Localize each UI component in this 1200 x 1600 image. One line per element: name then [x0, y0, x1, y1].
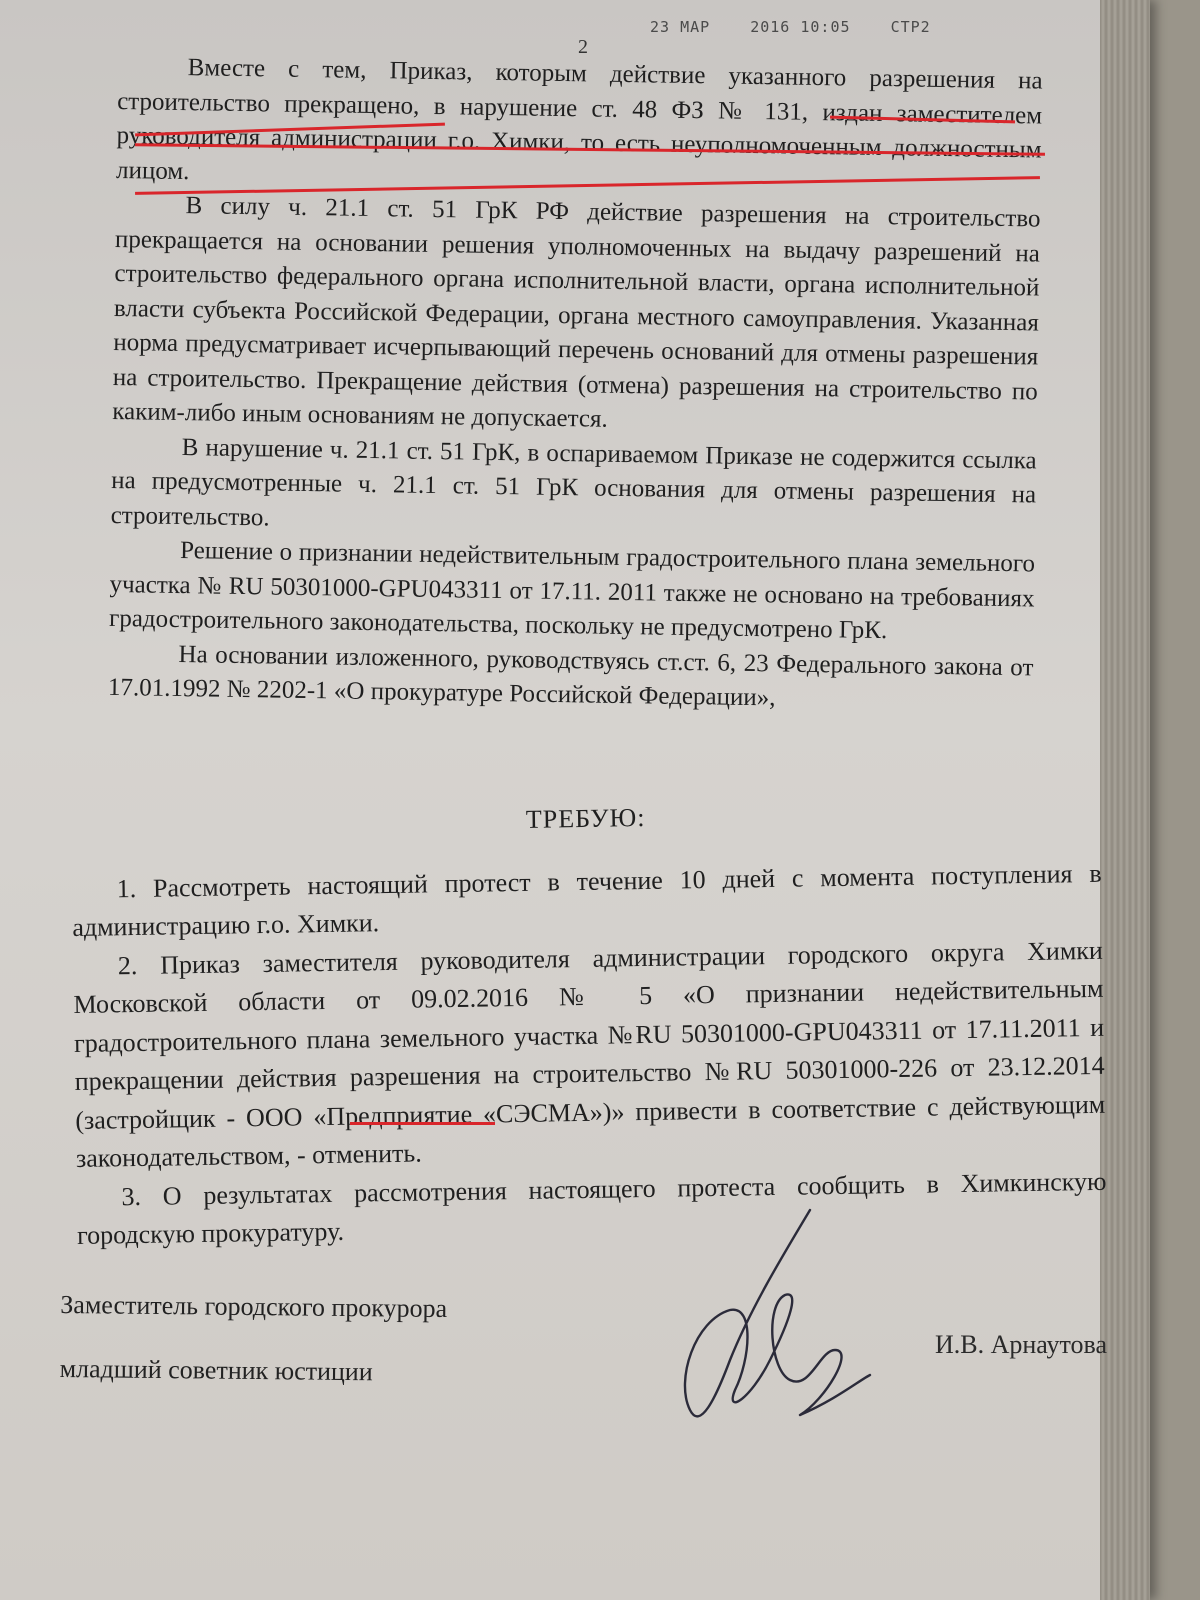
position-line-2: младший советник юстиции: [59, 1353, 373, 1387]
demand-item-3: 3. О результатах рассмотрения настоящего протеста сообщить в Химкинскую городскую прокуратуру.: [76, 1166, 1107, 1250]
signatory-name: И.В. Арнаутова: [935, 1330, 1108, 1359]
paragraph-3: В нарушение ч. 21.1 ст. 51 ГрК, в оспариваемом Приказе не содержится ссылка на предусмотренные ч. 21.1 ст. 51 ГрК основания для отмены разрешения на строительство.: [110, 433, 1037, 531]
demand-item-1: 1. Рассмотреть настоящий протест в течение 10 дней с момента поступления в администрацию г.о. Химки.: [72, 858, 1102, 942]
paragraph-5: На основании изложенного, руководствуясь ст.ст. 6, 23 Федерального закона от 17.01.1992 № 2202-1 «О прокуратуре Российской Федерации»,: [107, 640, 1034, 712]
demand-title: ТРЕБУЮ:: [525, 802, 646, 834]
stacked-pages-edge: [1100, 0, 1150, 1600]
fax-time: 2016 10:05: [750, 18, 851, 36]
paragraph-1: Вместе с тем, Приказ, которым действие указанного разрешения на строительство прекращено, в нарушение ст. 48 ФЗ № 131, издан заместителем руководителя администрации г.о. Химки, то есть неуполномоченным должностным лицом.: [115, 54, 1043, 185]
position-line-1: Заместитель городского прокурора: [60, 1289, 448, 1324]
fax-page: СТР2: [890, 18, 931, 36]
fax-date: 23 МАР: [650, 18, 711, 36]
paragraph-2: В силу ч. 21.1 ст. 51 ГрК РФ действие разрешения на строительство прекращается на основании решения уполномоченных на выдачу разрешений на строительство федерального органа исполнительной власти, органа исполнительной власти субъекта Российской Федерации, органа местного самоуправления. Указанная норма предусматривает исчерпывающий перечень оснований для отмены разрешения на строительство. Прекращение действия (отмена) разрешения на строительство по каким-либо иным основаниям не допускается.: [112, 192, 1041, 433]
signatory-position: [59, 1273, 447, 1405]
paragraph-4: Решение о признании недействительным градостроительного плана земельного участка № RU 50301000-GPU043311 от 17.11. 2011 также не основано на требованиях градостроительного законодательства, поскольку не предусмотрено ГрК.: [108, 537, 1036, 645]
red-underline: [350, 1122, 495, 1125]
demand-item-2: 2. Приказ заместителя руководителя администрации городского округа Химки Московской области от 09.02.2016 № 5 «О признании недействительным градостроительного плана земельного участка №RU 50301000-GPU043311 от 17.11.2011 и прекращении действия разрешения на строительство №RU 50301000-226 от 23.12.2014 (застройщик - ООО «Предприятие «СЭСМА»)» привести в соответствие с действующим законодательством, - отменить.: [73, 935, 1106, 1173]
page-number: 2: [578, 36, 588, 58]
fax-header: [650, 18, 961, 36]
demands-block: [70, 764, 1107, 1256]
handwritten-signature: [660, 1200, 880, 1460]
